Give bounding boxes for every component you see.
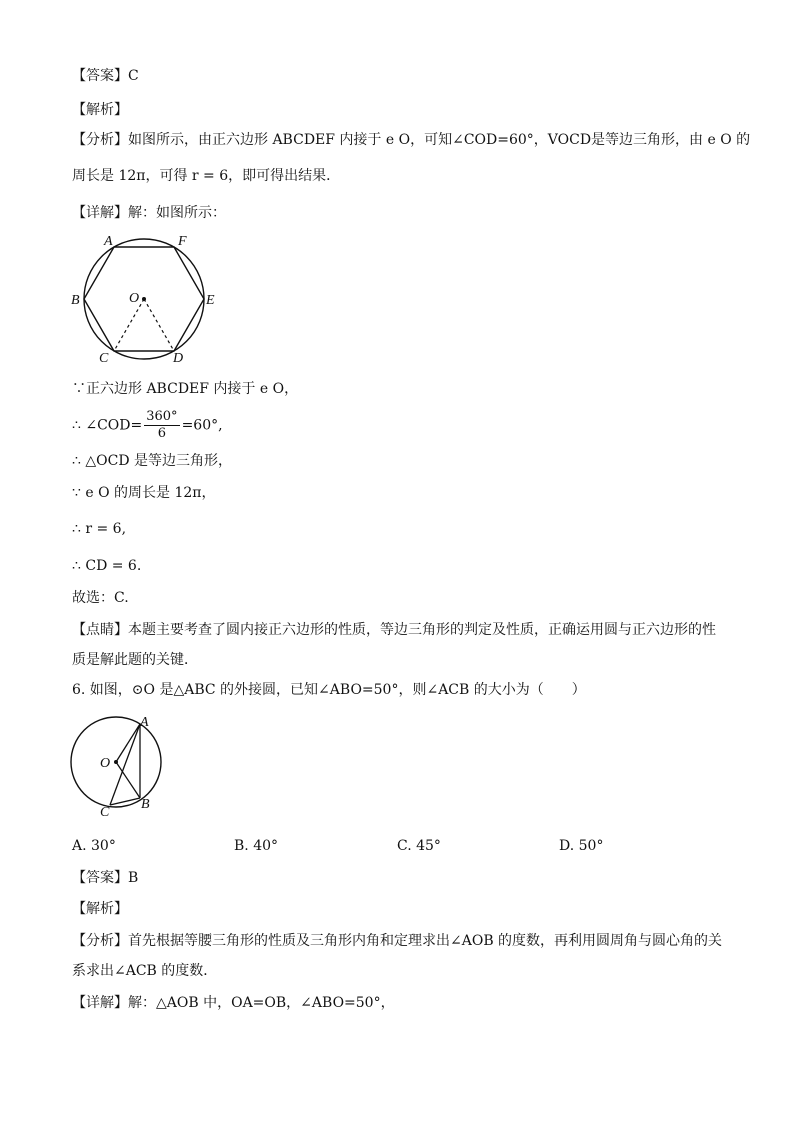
answer-tag: 【答案】 [72,870,128,886]
option-b: B. 40° [234,838,279,854]
detail-tag: 【详解】 [72,205,128,221]
fenxi-tag: 【分析】 [72,132,128,148]
fenxi-tag: 【分析】 [72,933,128,949]
center-dot [114,760,118,764]
label-d: D [173,351,184,366]
comment-text: 本题主要考查了圆内接正六边形的性质，等边三角形的判定及性质，正确运用圆与正六边形的性 [128,622,716,638]
q5-fenxi-line1 [72,130,750,150]
label-c: C [99,351,109,366]
fenxi-text: 首先根据等腰三角形的性质及三角形内角和定理求出∠AOB 的度数，再利用圆周角与圆心角的关 [128,933,723,949]
q5-step6: ∴ CD = 6. [72,558,142,574]
label-a: A [140,715,149,730]
fraction [144,409,179,442]
fenxi-text: 如图所示，由正六边形 ABCDEF 内接于 e O，可知∠COD=60°，VOCD是等边三角形，由 e O 的 [128,132,751,148]
q5-analysis-tag: 【解析】 [72,102,128,118]
q5-step5: ∴ r = 6, [72,521,127,537]
label-b: B [71,293,80,308]
circumcircle-figure [66,710,186,825]
segment-oc [114,299,144,351]
label-e: E [206,293,215,308]
hexagon-figure [66,230,226,370]
segment-od [144,299,174,351]
q5-step3: ∴ △OCD 是等边三角形， [72,453,232,469]
q6-fenxi-line2: 系求出∠ACB 的度数． [72,963,218,979]
q5-choice: 故选：C. [72,590,129,606]
detail-text: 解：如图所示： [128,205,226,221]
q6-answer-line [72,868,138,888]
segment-ac [110,724,140,805]
q6-fenxi-line1 [72,931,722,951]
detail-text: 解：△AOB 中，OA=OB，∠ABO=50°， [128,995,395,1011]
q5-answer-line [72,66,139,86]
q5-fenxi-line2: 周长是 12π，可得 r = 6，即可得出结果． [72,168,341,184]
label-o: O [129,291,140,306]
detail-tag: 【详解】 [72,995,128,1011]
comment-tag: 【点睛】 [72,622,128,638]
q5-step4: ∵ e O 的周长是 12π， [72,485,216,501]
q6-detail-line [72,993,395,1013]
answer-value: C [128,68,139,84]
q5-comment-line2: 质是解此题的关键． [72,652,198,668]
option-d: D. 50° [559,838,604,854]
fraction-numerator: 360° [146,409,178,424]
option-c: C. 45° [397,838,441,854]
q6-analysis-tag: 【解析】 [72,901,128,917]
q6-stem: 6. 如图，⊙O 是△ABC 的外接圆，已知∠ABO=50°，则∠ACB 的大小为（ ） [72,682,586,698]
q5-detail-intro [72,203,226,223]
q5-step2 [72,409,223,442]
center-dot [142,297,146,301]
label-b: B [141,797,150,812]
q5-step1: ∵正六边形 ABCDEF 内接于 e O， [72,381,299,397]
label-c: C [100,805,110,820]
answer-value: B [128,870,139,886]
option-a: A. 30° [72,838,116,854]
answer-tag: 【答案】 [72,68,128,84]
q5-comment-line1 [72,620,716,640]
fraction-denominator: 6 [157,426,167,441]
step2-post: =60°, [181,417,223,434]
label-f: F [178,234,187,249]
step2-pre: ∴ ∠COD= [72,417,143,434]
label-o: O [100,756,111,771]
label-a: A [104,234,113,249]
segment-bc [110,798,140,805]
